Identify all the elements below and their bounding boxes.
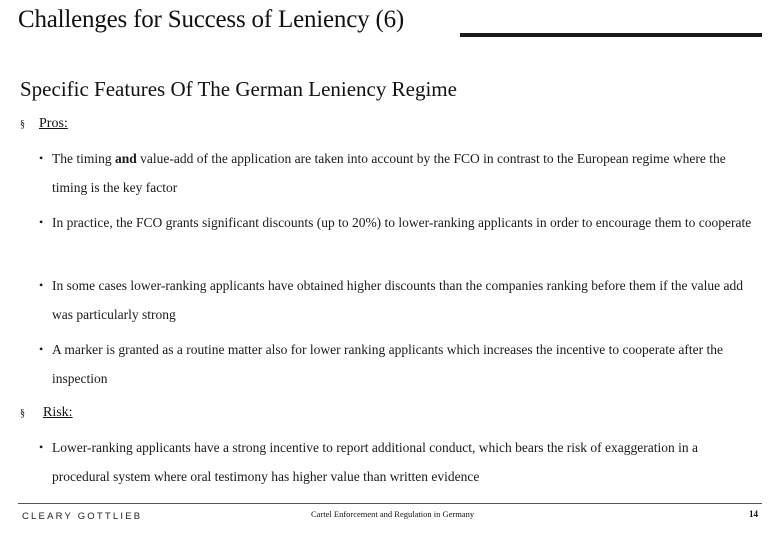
title-rule xyxy=(460,33,762,37)
item-text-bold: and xyxy=(115,151,137,166)
cleary-gottlieb-logo: CLEARY GOTTLIEB xyxy=(22,511,143,522)
item-text-post: value-add of the application are taken into account by the FCO in contrast to the European regime where the timing is the key factor xyxy=(52,151,726,195)
list-item xyxy=(39,335,752,393)
risk-bullet-icon: § xyxy=(20,408,25,419)
footer-rule xyxy=(18,503,762,504)
list-item xyxy=(39,144,752,202)
slide-subtitle: Specific Features Of The German Leniency Regime xyxy=(20,77,457,101)
item-text: Lower-ranking applicants have a strong incentive to report additional conduct, which bears the risk of exaggeration in a procedural system where oral testimony has higher value than written evidence xyxy=(52,440,699,484)
pros-label: Pros: xyxy=(39,116,68,131)
list-item xyxy=(39,208,752,237)
slide-title: Challenges for Success of Leniency (6) xyxy=(18,6,405,33)
list-item xyxy=(39,271,752,329)
item-text: In some cases lower-ranking applicants have obtained higher discounts than the companies ranking before them if the value add was particularly strong xyxy=(52,278,744,322)
bullet-dot-icon: • xyxy=(39,440,44,454)
risk-label: Risk: xyxy=(43,405,73,420)
bullet-dot-icon: • xyxy=(39,342,44,356)
item-text: A marker is granted as a routine matter also for lower ranking applicants which increases the incentive to cooperate after the inspection xyxy=(52,342,723,386)
item-text-pre: The timing xyxy=(52,151,115,166)
page-number: 14 xyxy=(749,509,758,519)
pros-bullet-icon: § xyxy=(20,119,25,130)
item-text: In practice, the FCO grants significant discounts (up to 20%) to lower-ranking applicants in order to encourage them to cooperate xyxy=(52,215,752,230)
bullet-dot-icon: • xyxy=(39,151,44,165)
list-item xyxy=(39,433,752,491)
bullet-dot-icon: • xyxy=(39,278,44,292)
bullet-dot-icon: • xyxy=(39,215,44,229)
footer-caption: Cartel Enforcement and Regulation in Germany xyxy=(311,509,475,519)
